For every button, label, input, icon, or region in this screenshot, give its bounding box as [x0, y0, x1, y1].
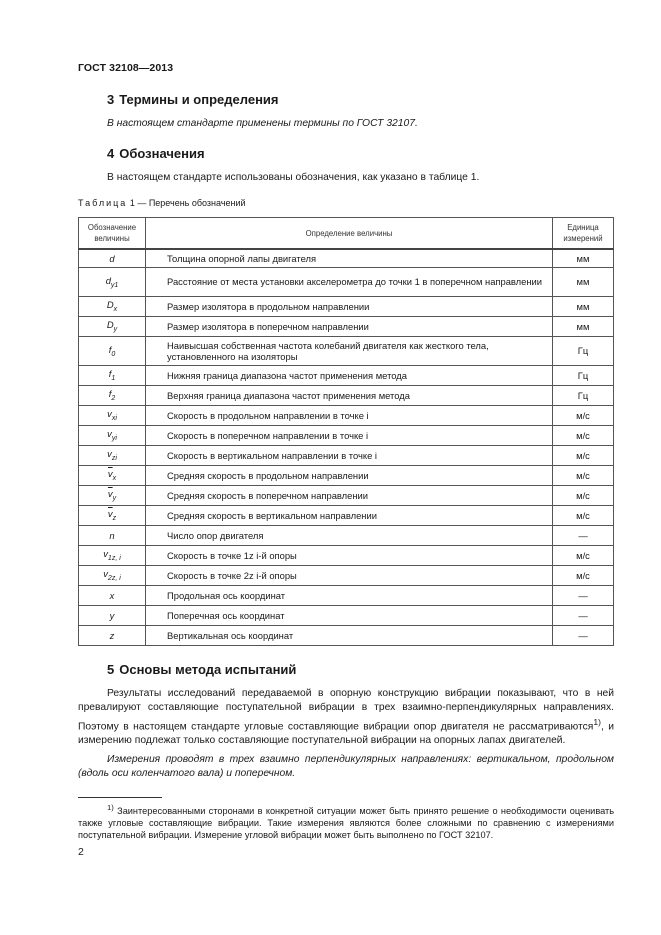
definition-cell: Вертикальная ось координат	[146, 625, 553, 645]
symbol-main: $\overline{v}$	[107, 488, 113, 500]
footnote-text: Заинтересованными сторонами в конкретной ситуации может быть принято решение о необходимости оценивать также угловые составляющие вибрации. Такие измерения являются более сложными по сравнению с измерениями поступательной вибрации. Измерение угловой вибрации может быть выполнено по ГОСТ 32107.	[78, 806, 614, 841]
unit-cell: —	[553, 605, 614, 625]
symbol-main: v	[103, 568, 108, 580]
table-row	[79, 525, 614, 545]
unit-cell: Гц	[553, 365, 614, 385]
symbol-cell	[79, 405, 146, 425]
symbol-main: n	[109, 529, 115, 541]
definition-cell: Скорость в точке 2z i-й опоры	[146, 565, 553, 585]
table-row	[79, 385, 614, 405]
section-5-paragraph-1	[78, 687, 614, 748]
unit-cell: м/с	[553, 465, 614, 485]
table-row	[79, 585, 614, 605]
section-5-heading	[107, 662, 296, 677]
symbol-cell	[79, 505, 146, 525]
definition-cell: Расстояние от места установки акселерометра до точки 1 в поперечном направлении	[146, 267, 553, 296]
header-symbol: Обозначение величины	[79, 218, 146, 250]
symbol-subscript: y	[112, 494, 117, 502]
symbol-subscript: yi	[111, 434, 117, 442]
symbol-subscript: y1	[110, 281, 119, 289]
unit-cell: м/с	[553, 565, 614, 585]
footnote-marker: 1)	[107, 803, 114, 812]
symbol-cell	[79, 365, 146, 385]
section-number: 4	[107, 146, 115, 161]
table-row	[79, 365, 614, 385]
definition-cell: Размер изолятора в поперечном направлении	[146, 316, 553, 336]
table-row	[79, 485, 614, 505]
unit-cell: мм	[553, 296, 614, 316]
unit-cell: Гц	[553, 336, 614, 365]
table-row	[79, 316, 614, 336]
definition-cell: Скорость в поперечном направлении в точке i	[146, 425, 553, 445]
header-unit: Единица измерений	[553, 218, 614, 250]
symbol-main: v	[107, 448, 112, 460]
symbol-cell	[79, 267, 146, 296]
definition-cell: Средняя скорость в вертикальном направлении	[146, 505, 553, 525]
footnote-ref: 1)	[593, 717, 601, 727]
symbol-cell	[79, 465, 146, 485]
symbol-main: f	[108, 388, 112, 400]
symbol-subscript: xi	[111, 414, 117, 422]
section-title: Основы метода испытаний	[119, 662, 297, 677]
definition-cell: Нижняя граница диапазона частот применения метода	[146, 365, 553, 385]
symbol-subscript: zi	[111, 454, 117, 462]
definition-cell: Поперечная ось координат	[146, 605, 553, 625]
definition-cell: Средняя скорость в продольном направлении	[146, 465, 553, 485]
symbol-cell	[79, 485, 146, 505]
definition-cell: Продольная ось координат	[146, 585, 553, 605]
symbol-cell	[79, 316, 146, 336]
symbol-cell	[79, 585, 146, 605]
symbol-main: v	[107, 428, 112, 440]
unit-cell: м/с	[553, 545, 614, 565]
unit-cell: —	[553, 585, 614, 605]
section-title: Обозначения	[119, 146, 205, 161]
section-3-text: В настоящем стандарте применены термины по ГОСТ 32107.	[107, 118, 418, 129]
unit-cell: м/с	[553, 445, 614, 465]
symbol-subscript: 0	[111, 350, 116, 358]
symbol-cell	[79, 296, 146, 316]
symbol-subscript: x	[113, 305, 118, 313]
symbol-main: d	[109, 252, 115, 264]
symbol-cell	[79, 385, 146, 405]
unit-cell: мм	[553, 267, 614, 296]
symbol-main: v	[107, 408, 112, 420]
definition-cell: Средняя скорость в поперечном направлении	[146, 485, 553, 505]
symbol-main: D	[106, 319, 114, 331]
header-definition: Определение величины	[146, 218, 553, 250]
symbol-cell	[79, 625, 146, 645]
table-row	[79, 465, 614, 485]
table-row	[79, 445, 614, 465]
symbol-subscript: x	[112, 474, 117, 482]
section-4-text: В настоящем стандарте использованы обозначения, как указано в таблице 1.	[107, 172, 480, 183]
table-row	[79, 425, 614, 445]
table-caption	[78, 198, 246, 208]
table-row	[79, 625, 614, 645]
symbol-cell	[79, 445, 146, 465]
table-row	[79, 336, 614, 365]
definition-cell: Наивысшая собственная частота колебаний двигателя как жесткого тела, установленного на изоляторы	[146, 336, 553, 365]
symbol-subscript: 1	[111, 374, 116, 382]
symbol-subscript: 2	[111, 394, 116, 402]
symbol-main: D	[106, 299, 114, 311]
unit-cell: мм	[553, 249, 614, 267]
symbol-cell	[79, 525, 146, 545]
unit-cell: м/с	[553, 505, 614, 525]
paragraph-text-b: , и измерению подлежат только составляющие поступательной вибрации на опорных лапах двигателей.	[78, 721, 614, 747]
footnote	[78, 802, 614, 841]
footnote-divider	[78, 797, 162, 798]
table-row	[79, 296, 614, 316]
symbol-main: z	[109, 629, 115, 641]
section-5-paragraph-2: Измерения проводят в трех взаимно перпендикулярных направлениях: вертикальном, продольном (вдоль оси коленчатого вала) и поперечном.	[78, 754, 614, 779]
definition-cell: Скорость в продольном направлении в точке i	[146, 405, 553, 425]
definition-cell: Верхняя граница диапазона частот применения метода	[146, 385, 553, 405]
unit-cell: Гц	[553, 385, 614, 405]
page-number: 2	[78, 846, 84, 858]
unit-cell: —	[553, 625, 614, 645]
table-row	[79, 565, 614, 585]
table-row	[79, 605, 614, 625]
symbol-subscript: 1z, i	[107, 554, 121, 562]
symbol-cell	[79, 425, 146, 445]
table-row	[79, 545, 614, 565]
section-title: Термины и определения	[119, 92, 279, 107]
section-number: 5	[107, 662, 115, 677]
unit-cell: мм	[553, 316, 614, 336]
symbol-main: f	[108, 368, 112, 380]
symbol-cell	[79, 565, 146, 585]
section-4-heading	[107, 146, 205, 161]
table-caption-label: Таблица	[78, 198, 128, 208]
symbol-main: $\overline{v}$	[107, 508, 113, 520]
document-id: ГОСТ 32108—2013	[78, 62, 174, 74]
definition-cell: Толщина опорной лапы двигателя	[146, 249, 553, 267]
symbol-main: v	[103, 548, 108, 560]
section-number: 3	[107, 92, 115, 107]
section-3-heading	[107, 92, 279, 107]
unit-cell: —	[553, 525, 614, 545]
unit-cell: м/с	[553, 485, 614, 505]
symbol-cell	[79, 249, 146, 267]
unit-cell: м/с	[553, 405, 614, 425]
paragraph-text-a: Результаты исследований передаваемой в опорную конструкцию вибрации показывают, что в ней превалируют составляющие поступательной вибрации в трех взаимно-перпендикулярных направлениях. Поэтому в настоящем стандарте угловые составляющие вибрации опор двигателя не рассматриваются	[78, 688, 614, 733]
symbol-main: y	[109, 609, 115, 621]
symbol-subscript: y	[113, 325, 118, 333]
definition-cell: Скорость в вертикальном направлении в точке i	[146, 445, 553, 465]
table-row	[79, 267, 614, 296]
symbol-cell	[79, 336, 146, 365]
definition-cell: Размер изолятора в продольном направлении	[146, 296, 553, 316]
definition-cell: Число опор двигателя	[146, 525, 553, 545]
symbol-subscript: z	[112, 514, 117, 522]
symbol-subscript: 2z, i	[107, 574, 121, 582]
symbol-main: x	[109, 589, 115, 601]
table-row	[79, 405, 614, 425]
definition-cell: Скорость в точке 1z i-й опоры	[146, 545, 553, 565]
table-caption-text: 1 — Перечень обозначений	[129, 198, 246, 208]
symbol-main: d	[105, 274, 111, 286]
table-row	[79, 249, 614, 267]
symbol-main: $\overline{v}$	[107, 468, 113, 480]
table-body	[79, 249, 614, 645]
symbol-cell	[79, 545, 146, 565]
symbol-cell	[79, 605, 146, 625]
symbol-main: f	[108, 343, 112, 355]
symbols-table	[78, 217, 614, 646]
unit-cell: м/с	[553, 425, 614, 445]
table-row	[79, 505, 614, 525]
